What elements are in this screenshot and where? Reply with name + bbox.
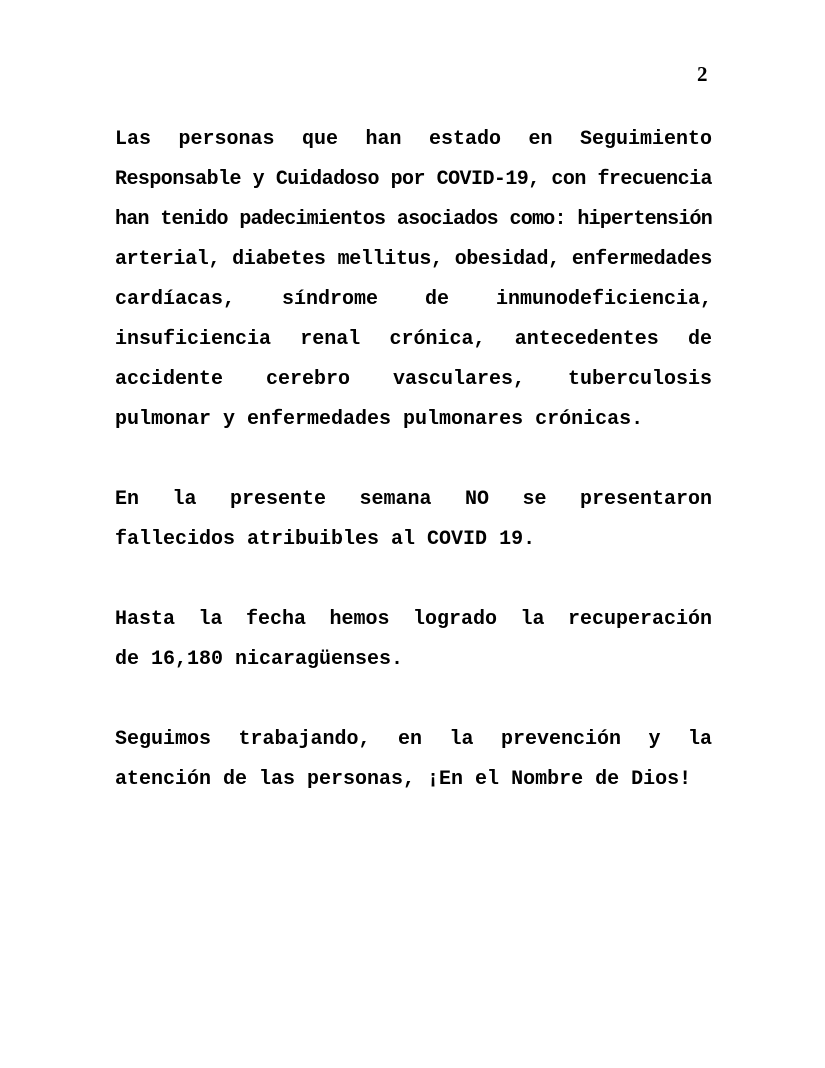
text-line: Responsable y Cuidadoso por COVID-19, con frecuencia (115, 168, 712, 191)
text-line: Hasta la fecha hemos logrado la recuperación (115, 608, 712, 631)
document-body (115, 120, 712, 840)
text-line: cardíacas, síndrome de inmunodeficiencia, (115, 288, 712, 311)
paragraph (115, 600, 712, 680)
text-line: En la presente semana NO se presentaron (115, 488, 712, 511)
text-line: pulmonar y enfermedades pulmonares crónicas. (115, 408, 644, 431)
text-line: atención de las personas, ¡En el Nombre de Dios! (115, 768, 692, 791)
text-line: Las personas que han estado en Seguimiento (115, 128, 712, 151)
paragraph (115, 720, 712, 800)
page-number: 2 (697, 62, 708, 86)
text-line: insuficiencia renal crónica, antecedentes de (115, 328, 712, 351)
text-line: han tenido padecimientos asociados como: hipertensión (115, 208, 712, 231)
text-line: arterial, diabetes mellitus, obesidad, enfermedades (115, 248, 712, 271)
text-line: de 16,180 nicaragüenses. (115, 648, 404, 671)
text-line: Seguimos trabajando, en la prevención y la (115, 728, 712, 751)
text-line: accidente cerebro vasculares, tuberculosis (115, 368, 712, 391)
paragraph (115, 480, 712, 560)
paragraph (115, 120, 712, 440)
text-line: fallecidos atribuibles al COVID 19. (115, 528, 536, 551)
